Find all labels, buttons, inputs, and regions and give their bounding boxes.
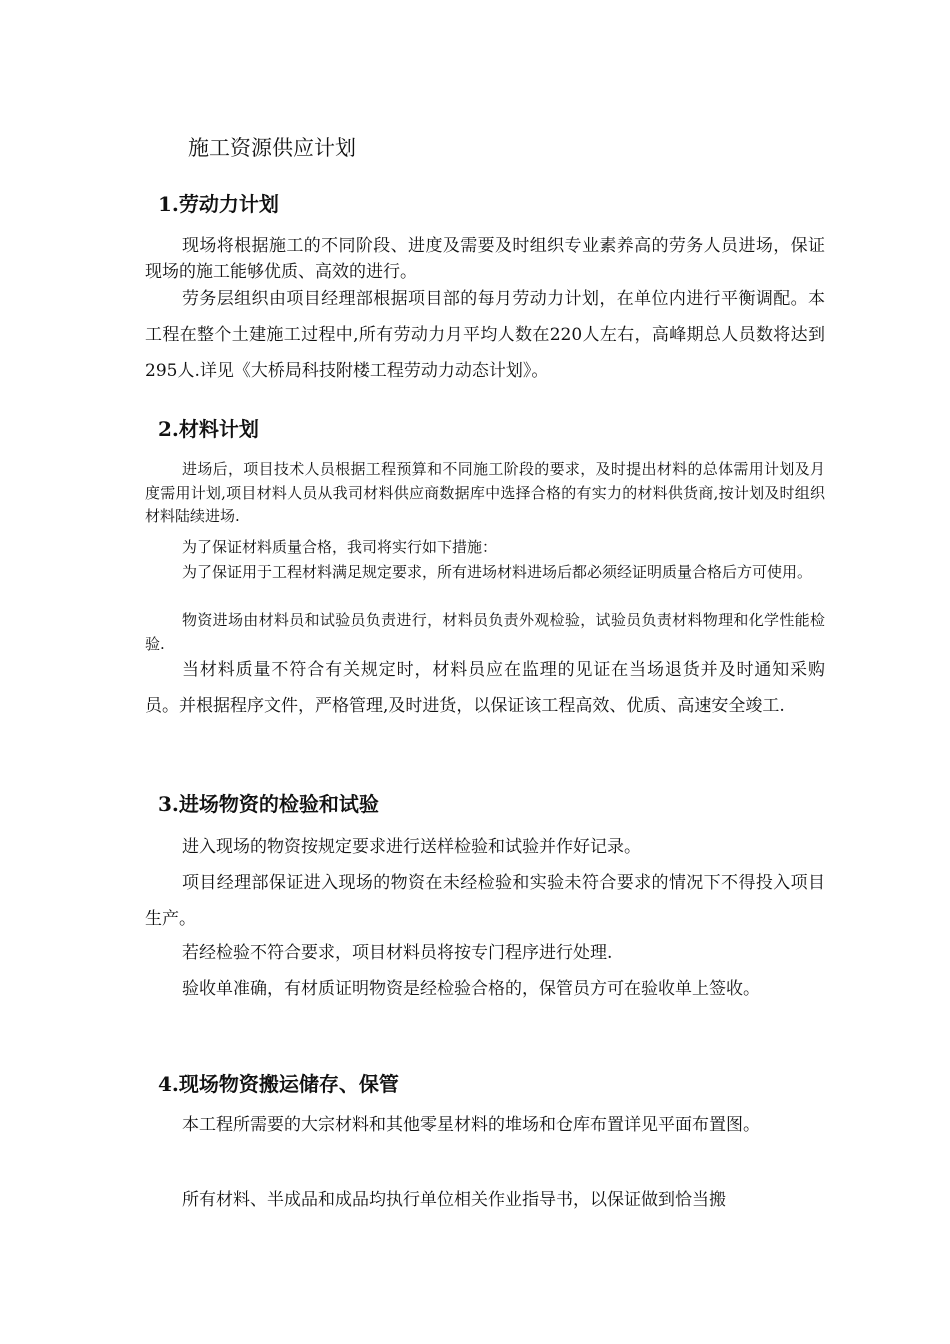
- section-3-paragraph-4: 验收单准确，有材质证明物资是经检验合格的，保管员方可在验收单上签收。: [182, 979, 760, 999]
- section-2-paragraph-4: 物资进场由材料员和试验员负责进行，材料员负责外观检验，试验员负责材料物理和化学性能检验.: [145, 611, 825, 653]
- section-3-paragraph-2: 项目经理部保证进入现场的物资在未经检验和实验未符合要求的情况下不得投入项目生产。: [145, 873, 825, 929]
- section-heading-1: 1.劳动力计划: [158, 192, 279, 216]
- section-heading-2: 2.材料计划: [158, 417, 259, 441]
- section-3-paragraph-3: 若经检验不符合要求，项目材料员将按专门程序进行处理.: [182, 943, 613, 963]
- section-2-paragraph-1: 进场后，项目技术人员根据工程预算和不同施工阶段的要求，及时提出材料的总体需用计划及月度需用计划,项目材料人员从我司材料供应商数据库中选择合格的有实力的材料供货商,按计划及时组织材料陆续进场.: [145, 460, 825, 525]
- document-title: 施工资源供应计划: [188, 136, 356, 160]
- section-heading-4: 4.现场物资搬运储存、保管: [158, 1072, 399, 1096]
- section-4-paragraph-1: 本工程所需要的大宗材料和其他零星材料的堆场和仓库布置详见平面布置图。: [182, 1115, 760, 1135]
- section-3-paragraph-1: 进入现场的物资按规定要求进行送样检验和试验并作好记录。: [182, 837, 641, 857]
- section-2-paragraph-5: 当材料质量不符合有关规定时，材料员应在监理的见证在当场退货并及时通知采购员。并根据程序文件，严格管理,及时进货，以保证该工程高效、优质、高速安全竣工.: [145, 660, 825, 716]
- section-heading-3: 3.进场物资的检验和试验: [158, 792, 379, 816]
- section-1-paragraph-1: 现场将根据施工的不同阶段、进度及需要及时组织专业素养高的劳务人员进场，保证现场的施工能够优质、高效的进行。: [145, 236, 825, 282]
- section-1-paragraph-2: 劳务层组织由项目经理部根据项目部的每月劳动力计划，在单位内进行平衡调配。本工程在整个土建施工过程中,所有劳动力月平均人数在220人左右，高峰期总人员数将达到295人.详见《大桥局科技附楼工程劳动力动态计划》。: [145, 289, 825, 381]
- section-2-paragraph-3: 为了保证用于工程材料满足规定要求，所有进场材料进场后都必须经证明质量合格后方可使用。: [182, 563, 813, 581]
- section-2-paragraph-2: 为了保证材料质量合格，我司将实行如下措施：: [182, 538, 498, 556]
- section-4-paragraph-2: 所有材料、半成品和成品均执行单位相关作业指导书，以保证做到恰当搬: [182, 1190, 726, 1210]
